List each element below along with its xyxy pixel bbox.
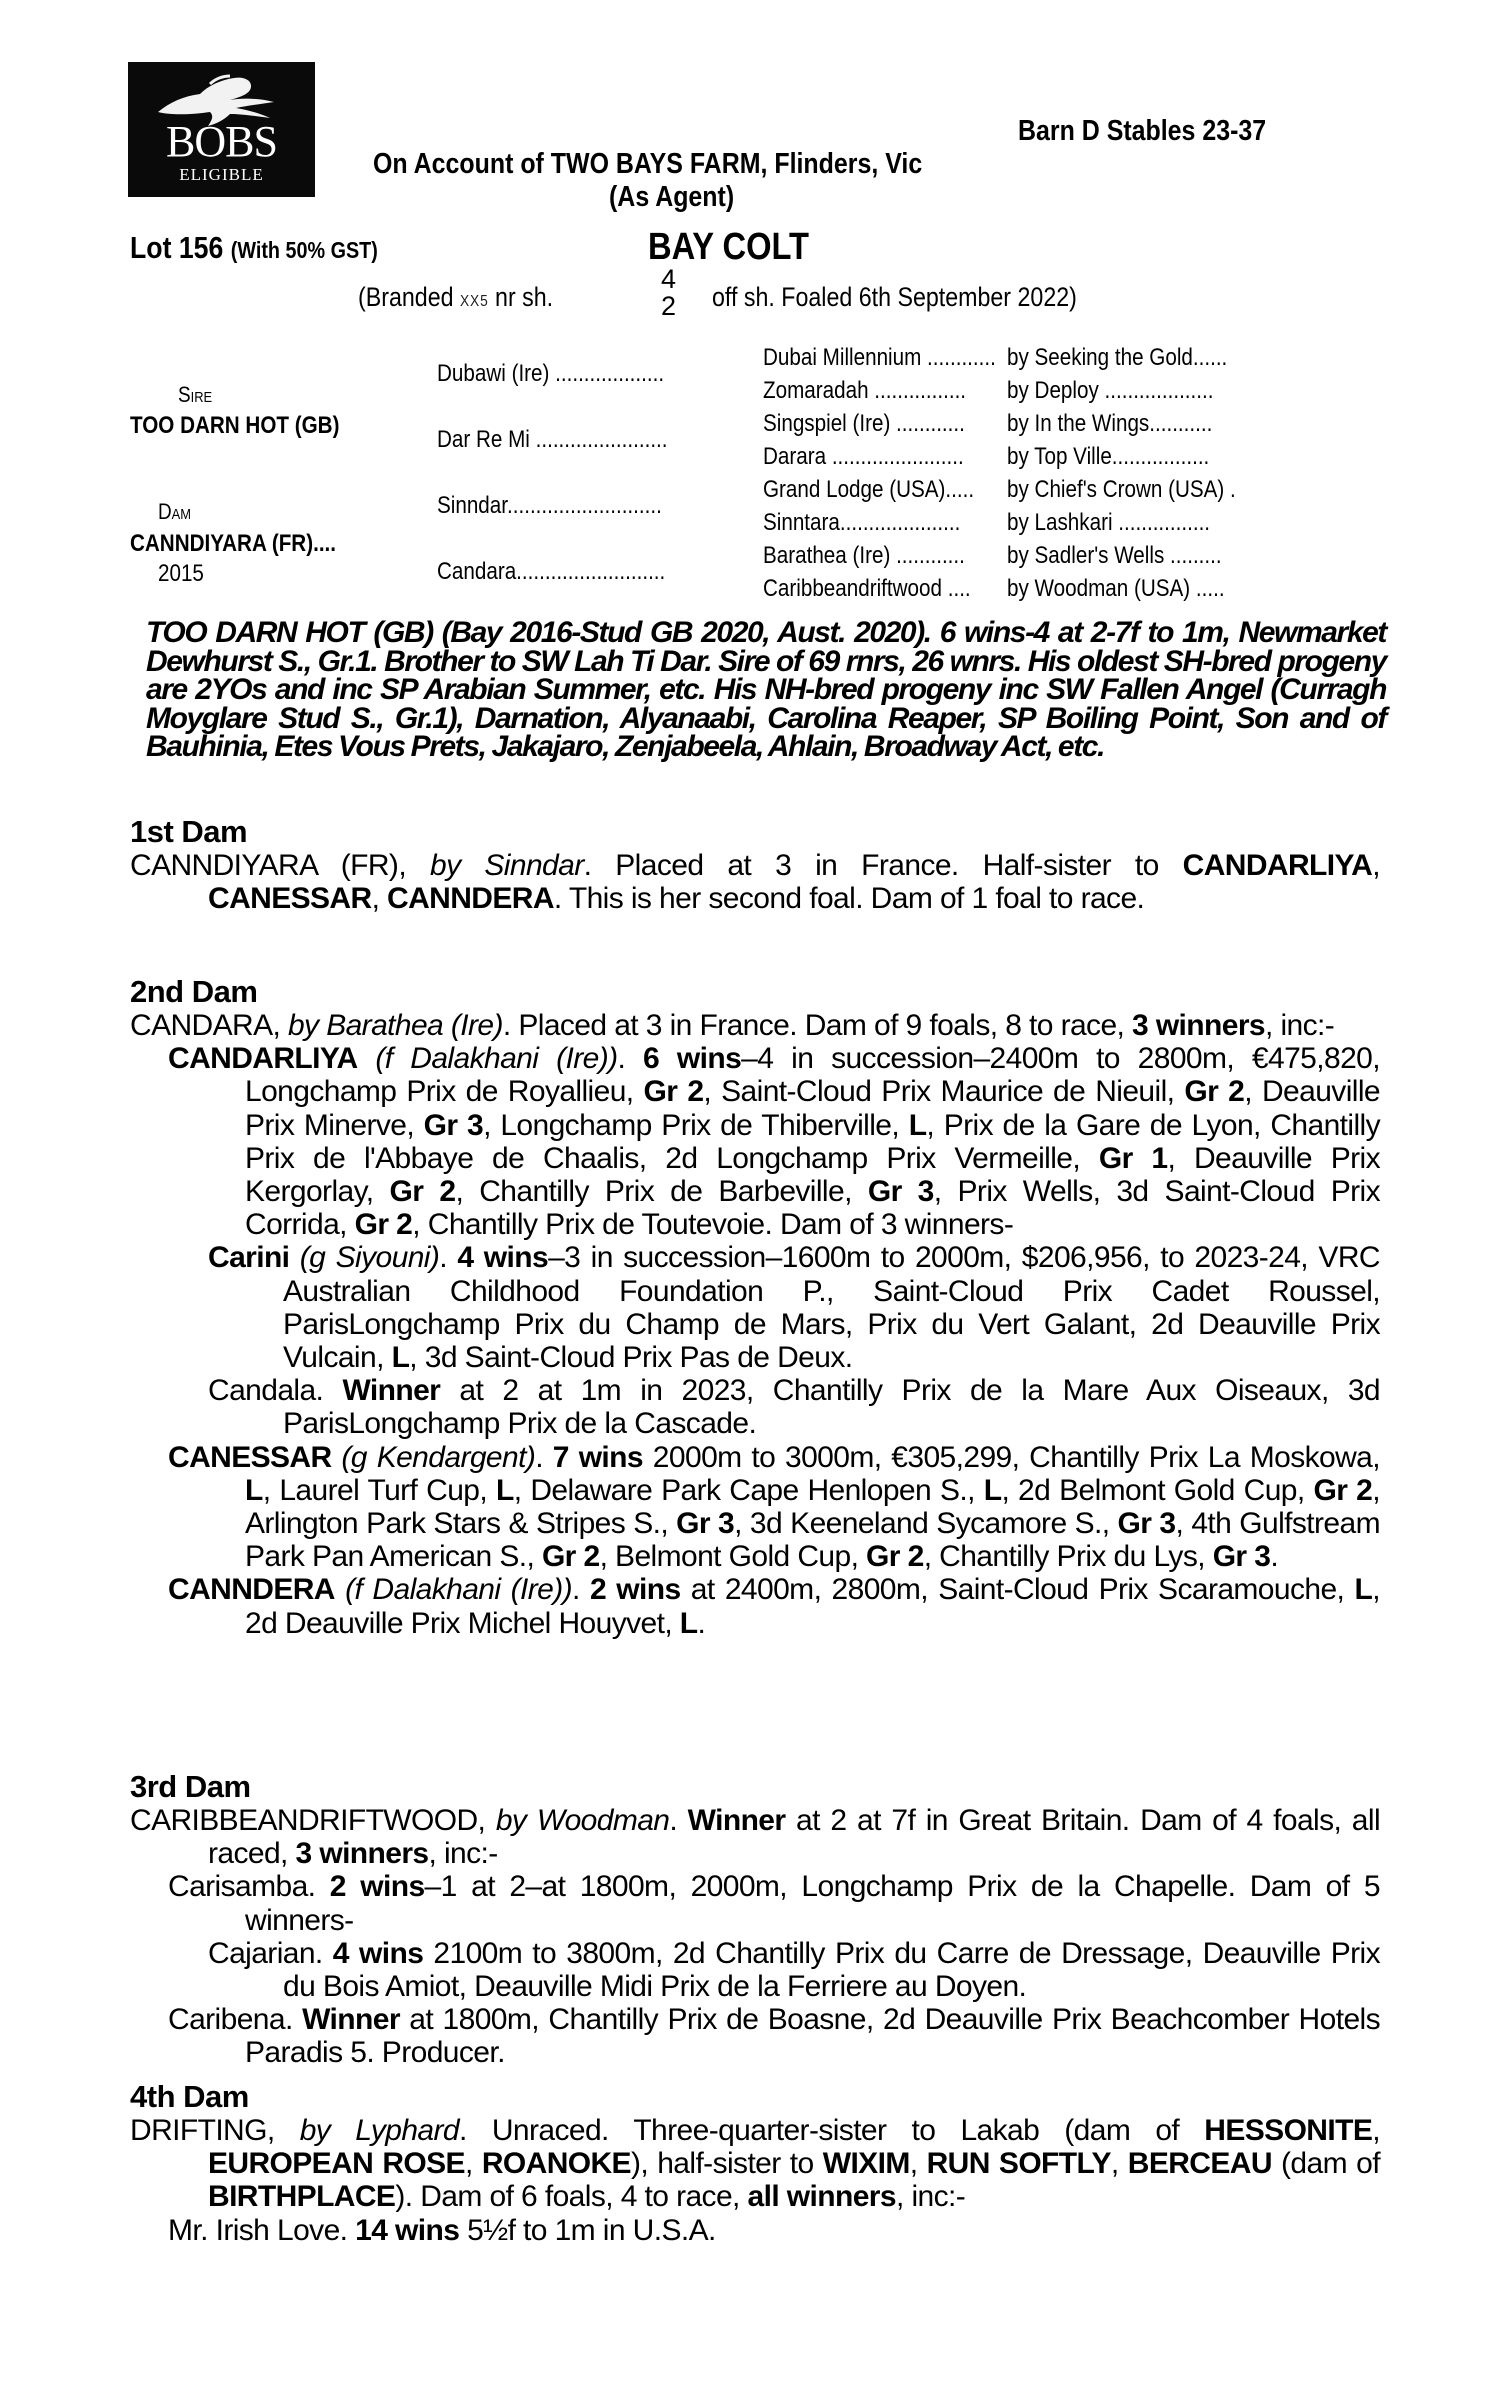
bold-text: 2 wins [329,1870,425,1904]
bold-text: L [1354,1573,1373,1607]
lot-label: Lot 156 [130,230,224,265]
text-run: Caribena. [168,2003,303,2037]
italic-text: (f Dalakhani (Ire)) [345,1573,573,1607]
text-run: , Deauville Prix Minerve, [245,1075,1380,1142]
text-run: at 2 at 7f in Great Britain. Dam of 4 foals, all raced, [208,1804,1381,1871]
bold-text: L [908,1108,927,1142]
sire-notes: TOO DARN HOT (GB) (Bay 2016-Stud GB 2020, Aust. 2020). 6 wins-4 at 2-7f to 1m, Newmarket Dewhurst S., Gr.1. Brother to SW Lah Ti Dar. Sire of 69 rnrs, 26 wnrs. His oldest SH-bred progeny are 2YOs and inc SP Arabian Summer, etc. His NH-bred progeny inc SW Fallen Angel (Curragh Moyglare Stud S., Gr.1), Darnation, Alyanaabi, Carolina Reaper, SP Boiling Point, Son and of Bauhinia, Etes Vous Prets, Jakajaro, Zenjabeela, Ahlain, Broadway Act, etc. [146,616,1386,763]
brand-position: nr sh. [495,282,554,312]
lot-number [130,232,378,263]
bold-text: L [495,1473,514,1507]
dam-label: Dam [158,499,192,524]
brand-description [358,282,553,313]
foaled-date: off sh. Foaled 6th September 2022) [712,282,1077,312]
text-run: at 1800m, Chantilly Prix de Boasne, 2d Deauville Prix Beachcomber Hotels Paradis 5. Producer. [245,2003,1380,2070]
dam-name: CANNDIYARA (FR).... [130,530,337,557]
horse-title: BAY COLT [648,226,810,268]
bold-text: 2 wins [590,1573,681,1607]
section-heading: 2nd Dam [130,974,258,1009]
text-run: , inc:- [895,2180,966,2214]
bold-text: Gr 3 [867,1175,934,1209]
text-run: ), half-sister to [630,2147,823,2181]
bold-text: Gr 3 [1212,1540,1271,1574]
bobs-eligible-logo [128,62,315,197]
bold-text: Gr 2 [1184,1075,1245,1109]
granddam-paternal: Dar Re Mi ....................... [437,426,668,453]
text-run: , [1372,2114,1380,2147]
bold-text: Gr 2 [1313,1473,1373,1507]
text-run: , 3d Keeneland Sycamore S., [734,1507,1118,1541]
bold-text: Gr 3 [1117,1507,1176,1541]
progeny-record [130,1870,1380,1936]
bold-text: RUN SOFTLY [926,2147,1111,2181]
bold-text: Winner [687,1804,786,1837]
progeny-record [130,1241,1380,1374]
text-run: . Unraced. Three-quarter-sister to Lakab (dam of [458,2114,1205,2147]
grandsire-maternal: Sinndar........................... [437,492,662,519]
text-run: Carisamba. [168,1870,330,1904]
bold-text: all winners [747,2180,896,2214]
bold-text: Winner [342,1374,441,1408]
text-run: , Chantilly Prix de Toutevoie. Dam of 3 winners- [412,1208,1014,1242]
bold-text: 4 wins [457,1241,549,1275]
dam-record [130,1804,1380,1870]
dam-foaled-year: 2015 [158,560,204,587]
pedigree-ancestor-sire: by Top Ville................. [1007,443,1210,470]
sire-label: Sire [178,382,213,407]
text-run: , Delaware Park Cape Henlopen S., [513,1473,984,1507]
progeny-record [130,1042,1380,1241]
text-run: , 4th Gulfstream Park Pan American S., [245,1507,1380,1574]
bold-text: Winner [302,2003,400,2037]
pedigree-ancestor: Singspiel (Ire) ............ [763,410,965,437]
progeny-record [130,2003,1380,2069]
bold-text: 3 winners [1132,1009,1265,1042]
text-run: , Prix de la Gare de Lyon, Chantilly Prix de l'Abbaye de Chaalis, 2d Longchamp Prix Vermeille, [245,1108,1380,1175]
pedigree-ancestor-sire: by Chief's Crown (USA) . [1007,476,1236,503]
text-run: , [909,2147,927,2181]
bold-text: CANESSAR [168,1440,332,1474]
text-run: , Longchamp Prix de Thiberville, [483,1108,909,1142]
vendor-line: On Account of TWO BAYS FARM, Flinders, Vic [373,148,923,180]
text-run: , Arlington Park Stars & Stripes S., [245,1473,1380,1541]
progeny-record [130,1441,1380,1574]
text-run: , Chantilly Prix de Barbeville, [455,1175,868,1209]
agent-note: (As Agent) [609,181,735,213]
text-run: Candala. [208,1374,343,1408]
text-run: CANNDIYARA (FR), [130,849,430,882]
text-run: . [697,1606,706,1640]
bold-text: L [983,1473,1002,1507]
barn-location: Barn D Stables 23-37 [1018,115,1267,147]
text-run: CARIBBEANDRIFTWOOD, [130,1804,496,1837]
text-run: Cajarian. [208,1936,333,1970]
bold-text: L [391,1341,410,1375]
bold-text: BERCEAU [1127,2147,1272,2181]
text-run: , Belmont Gold Cup, [599,1540,867,1574]
bold-text: 7 wins [552,1440,643,1474]
text-run: . This is her second foal. Dam of 1 foal to race. [553,882,1145,916]
logo-subtitle: ELIGIBLE [179,165,264,184]
gst-note: (With 50% GST) [230,237,378,263]
text-run [358,1042,376,1075]
section-heading: 4th Dam [130,2079,249,2114]
text-run: , 3d Saint-Cloud Prix Pas de Deux. [409,1341,853,1375]
text-run: 2000m to 3000m, €305,299, Chantilly Prix La Moskowa, [642,1440,1380,1474]
text-run: 2100m to 3800m, 2d Chantilly Prix du Carre de Dressage, Deauville Prix du Bois Amiot, Deauville Midi Prix de la Ferriere au Doyen. [283,1936,1380,2004]
text-run: (dam of [1271,2147,1380,2181]
pedigree-ancestor-sire: by Woodman (USA) ..... [1007,575,1225,602]
bold-text: EUROPEAN ROSE [208,2147,465,2181]
brand-mark: XX5 [459,293,489,310]
bold-text: CANESSAR [208,882,372,916]
grandsire-paternal: Dubawi (Ire) ................... [437,360,665,387]
text-run: . [617,1042,644,1076]
progeny-record [130,1937,1380,2003]
dam-section [130,2080,1380,2247]
text-run: , Deauville Prix Kergorlay, [245,1141,1381,1209]
bold-text: BIRTHPLACE [208,2180,396,2214]
bold-text: 14 wins [355,2213,460,2247]
text-run: , 2d Deauville Prix Michel Houyvet, [245,1573,1380,1640]
text-run: , Saint-Cloud Prix Maurice de Nieuil, [703,1075,1185,1109]
logo-wordmark: BOBS [166,117,277,166]
bold-text: 6 wins [643,1042,742,1076]
brand-prefix: (Branded [358,282,454,312]
text-run: , Laurel Turf Cup, [262,1473,496,1507]
text-run [335,1573,345,1606]
granddam-maternal: Candara.......................... [437,558,666,585]
text-run: , [1372,849,1380,882]
text-run: . Placed at 3 in France. Dam of 9 foals, 8 to race, [502,1009,1132,1042]
italic-text: by Lyphard [299,2114,459,2147]
text-run: . [572,1573,590,1607]
text-run [289,1241,299,1274]
pedigree-ancestor-sire: by Lashkari ................ [1007,509,1211,536]
bold-text: 4 wins [332,1936,424,1970]
bold-text: Gr 2 [354,1208,413,1242]
pedigree-ancestor: Barathea (Ire) ............ [763,542,965,569]
italic-text: (f Dalakhani (Ire)) [375,1042,618,1076]
text-run: ). Dam of 6 foals, 4 to race, [395,2180,748,2214]
sire-name: TOO DARN HOT (GB) [130,412,340,439]
text-run: , [371,882,388,916]
pedigree-ancestor: Sinntara..................... [763,509,961,536]
dam-record [130,849,1380,915]
bold-text: L [679,1606,698,1640]
text-run: . [669,1804,688,1837]
text-run: –4 in succession–2400m to 2800m, €475,820, Longchamp Prix de Royallieu, [245,1042,1380,1109]
progeny-record [130,2214,1380,2247]
pedigree-ancestor: Dubai Millennium ............ [763,344,996,371]
bold-text: CANNDERA [168,1573,335,1607]
text-run: Mr. Irish Love. [168,2213,356,2247]
bold-text: CANDARLIYA [168,1042,358,1076]
bold-text: ROANOKE [481,2147,631,2181]
pedigree-ancestor: Darara ....................... [763,443,964,470]
text-run: , inc:- [428,1837,498,1871]
pedigree-ancestor: Grand Lodge (USA)..... [763,476,975,503]
text-run: , [1110,2147,1128,2181]
bold-text: Gr 2 [541,1540,600,1574]
text-run: , 2d Belmont Gold Cup, [1001,1473,1314,1507]
text-run: . Placed at 3 in France. Half-sister to [583,849,1183,882]
italic-text: by Barathea (Ire) [287,1009,503,1042]
pedigree-ancestor-sire: by Seeking the Gold...... [1007,344,1228,371]
bold-text: Gr 2 [866,1540,924,1574]
bold-text: HESSONITE [1204,2114,1373,2147]
progeny-record [130,1573,1380,1639]
section-heading: 1st Dam [130,814,248,849]
dam-section [130,815,1380,915]
bold-text: WIXIM [822,2147,910,2181]
text-run: DRIFTING, [130,2114,300,2147]
text-run: –1 at 2–at 1800m, 2000m, Longchamp Prix de la Chapelle. Dam of 5 winners- [245,1870,1380,1937]
pedigree-ancestor-sire: by Deploy ................... [1007,377,1214,404]
text-run: , inc:- [1264,1009,1335,1042]
dam-section [130,1770,1380,2070]
bold-text: 3 winners [295,1837,429,1871]
text-run: CANDARA, [130,1009,288,1042]
text-run: . [535,1440,553,1474]
bold-text: Gr 1 [1098,1141,1168,1175]
pedigree-ancestor: Zomaradah ................ [763,377,967,404]
section-heading: 3rd Dam [130,1769,251,1804]
dam-section [130,975,1380,1640]
text-run: –3 in succession–1600m to 2000m, $206,956, to 2023-24, VRC Australian Childhood Foundation P., Saint-Cloud Prix Cadet Roussel, ParisLongchamp Prix du Champ de Mars, Prix du Vert Galant, 2d Deauville Prix Vulcain, [283,1241,1380,1375]
bold-text: CANNDERA [387,882,554,916]
bold-text: Gr 2 [389,1175,456,1209]
bold-text: CANDARLIYA [1182,849,1373,882]
text-run [332,1441,342,1474]
fraction-bottom: 2 [661,291,677,321]
italic-text: by Sinndar [429,849,584,882]
text-run: , Chantilly Prix du Lys, [923,1540,1213,1574]
bold-text: Gr 3 [676,1507,735,1541]
italic-text: (g Siyouni) [299,1241,440,1275]
text-run: . [439,1241,458,1275]
bold-text: Gr 2 [643,1075,704,1109]
bold-text: L [245,1473,263,1507]
progeny-record [130,1374,1380,1440]
text-run: 5½f to 1m in U.S.A. [459,2213,716,2247]
brand-fraction [661,266,676,320]
text-run: . [1270,1540,1279,1574]
text-run: at 2 at 1m in 2023, Chantilly Prix de la Mare Aux Oiseaux, 3d ParisLongchamp Prix de la Cascade. [283,1374,1381,1441]
pedigree-ancestor-sire: by In the Wings........... [1007,410,1213,437]
text-run: , Prix Wells, 3d Saint-Cloud Prix Corrida, [245,1175,1380,1242]
text-run: , [464,2147,482,2181]
bold-text: Carini [208,1241,290,1275]
pedigree-ancestor: Caribbeandriftwood .... [763,575,971,602]
italic-text: (g Kendargent) [341,1440,536,1474]
dam-record [130,2114,1380,2214]
text-run: at 2400m, 2800m, Saint-Cloud Prix Scaramouche, [680,1573,1355,1607]
fraction-top: 4 [661,264,677,294]
pedigree-ancestor-sire: by Sadler's Wells ......... [1007,542,1222,569]
italic-text: by Woodman [495,1804,670,1837]
bold-text: Gr 3 [423,1108,484,1142]
dam-record [130,1009,1380,1042]
